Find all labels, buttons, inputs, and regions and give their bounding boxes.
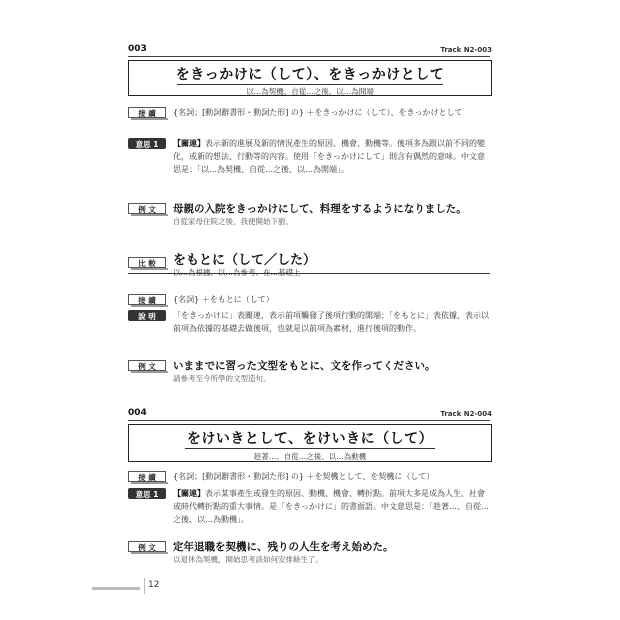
grammar-subtitle: 以…為契機、自從…之後、以…為開端 — [246, 87, 374, 96]
compare-title: をもとに（して／した） — [173, 253, 317, 268]
explain-row — [128, 309, 490, 335]
connect-row — [128, 106, 490, 119]
grammar-title: をきっかけに（して）、をきっかけとして — [175, 67, 445, 83]
example-row — [128, 540, 490, 566]
compare-label: 比 較 — [128, 257, 166, 268]
compare-example-row — [128, 359, 490, 385]
footer-divider — [144, 578, 145, 594]
grammar-title: をけいきとして、をけいきに（して） — [186, 431, 434, 447]
compare-example-chinese: 請參考至今所學的文型造句。 — [173, 374, 271, 383]
compare-heading-row — [128, 254, 490, 278]
connect-label: 接 續 — [128, 107, 166, 118]
meaning-tag: 【關連】 — [173, 139, 205, 148]
example-label: 例 文 — [128, 203, 166, 214]
meaning-text: 表示新的進展及新的情況產生的原因、機會、動機等。後項多為跟以前不同的變化，或新的想法、行動等的內容。使用「をきっかけにして」則含有偶然的意味。中文意思是：「以…為契機、自從…之後、以…為開端」。 — [173, 139, 485, 174]
explain-label: 說 明 — [128, 310, 166, 321]
example-row — [128, 202, 490, 228]
heading-underline — [185, 448, 435, 449]
meaning-row — [128, 487, 490, 526]
meaning-row — [128, 137, 490, 176]
example-chinese: 以退休為契機，開始思考該如何安排餘生了。 — [173, 555, 323, 564]
meaning-label: 意思 1 — [128, 488, 166, 499]
track-label: Track N2-003 — [440, 46, 492, 54]
grammar-heading-box — [128, 424, 492, 462]
meaning-label: 意思 1 — [128, 138, 166, 149]
connect-label: 接 續 — [128, 471, 166, 482]
example-label: 例 文 — [128, 541, 166, 552]
example-chinese: 自從家母住院之後，我便開始下廚。 — [173, 217, 293, 226]
compare-example-japanese: いままでに習った文型をもとに、文を作ってください。 — [173, 360, 436, 372]
heading-underline — [177, 84, 443, 85]
page-number: 12 — [148, 580, 160, 590]
compare-connect-row — [128, 293, 490, 306]
explain-text: 「をきっかけに」表關連，表示前項觸發了後項行動的開端；「をもとに」表依據，表示以前項為依據的基礎去做後項，也就是以前項為素材，進行後項的動作。 — [173, 311, 489, 333]
section-number: 004 — [128, 408, 147, 418]
section-number: 003 — [128, 44, 147, 54]
compare-rule — [128, 273, 490, 274]
compare-connect-text: {名詞} ＋をもとに（して） — [173, 295, 274, 304]
grammar-subtitle: 趁著…、自從…之後、以…為動機 — [253, 452, 367, 461]
compare-connect-label: 接 續 — [128, 294, 166, 305]
connect-text: {名詞；[動詞辭書形・動詞た形] の} ＋を契機として、を契機に（して） — [173, 472, 435, 481]
example-japanese: 定年退職を契機に、残りの人生を考え始めた。 — [173, 541, 394, 553]
meaning-tag: 【關連】 — [173, 489, 205, 498]
footer-bar — [92, 587, 140, 590]
section-rule — [128, 420, 490, 421]
compare-example-label: 例 文 — [128, 360, 166, 371]
section-rule — [128, 56, 490, 57]
connect-text: {名詞；[動詞辭書形・動詞た形] の} ＋をきっかけに（して）、をきっかけとして — [173, 108, 463, 117]
example-japanese: 母親の入院をきっかけにして、料理をするようになりました。 — [173, 203, 467, 215]
grammar-heading-box — [128, 60, 492, 96]
connect-row — [128, 470, 490, 483]
meaning-text: 表示某事產生或發生的原因、動機、機會、轉折點。前項大多是成為人生、社會或時代轉折點的重大事情。是「をきっかけに」的書面語。中文意思是：「趁著…、自從…之後、以…為動機」。 — [173, 489, 489, 524]
track-label: Track N2-004 — [440, 410, 492, 418]
